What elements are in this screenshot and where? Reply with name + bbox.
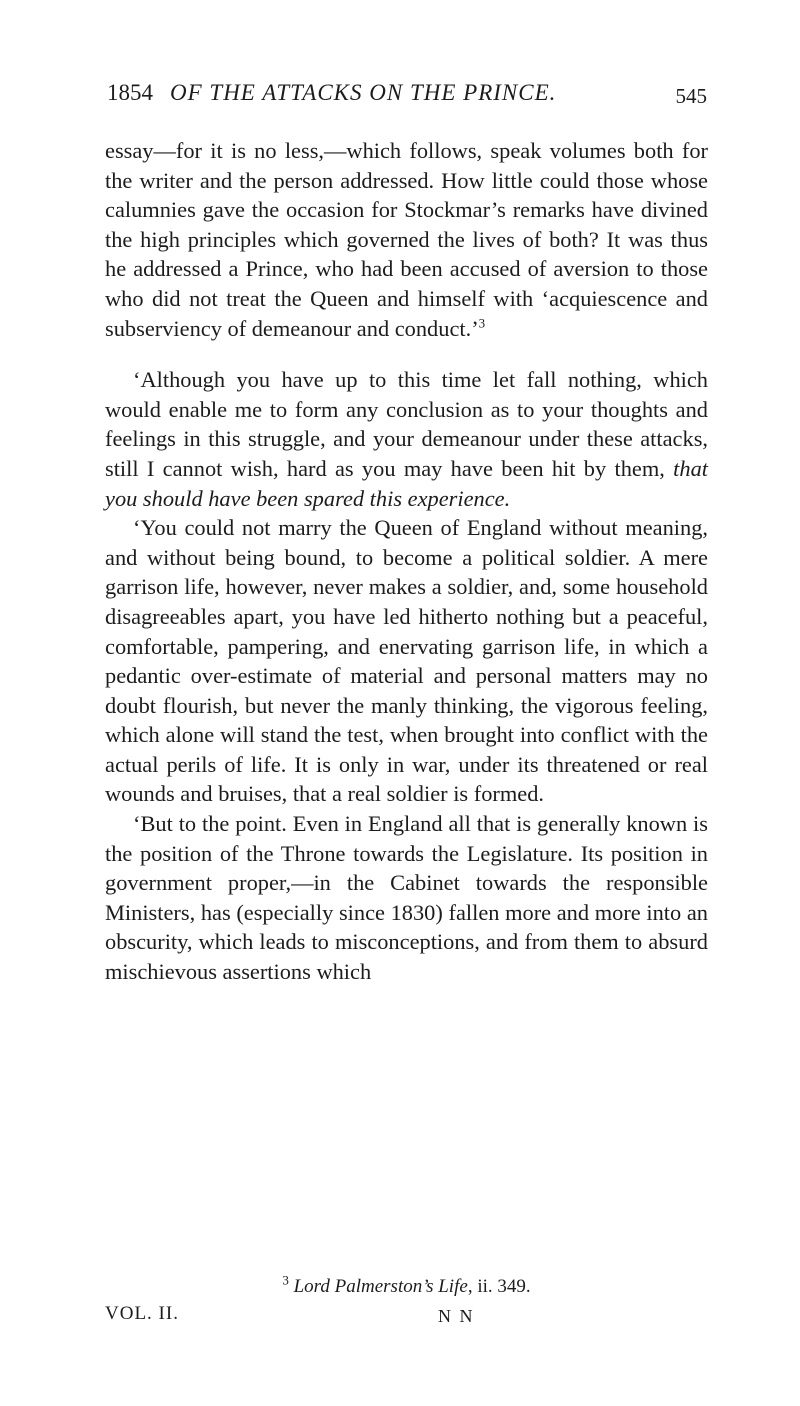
footnote-number: 3	[282, 1272, 289, 1288]
paragraph-text: essay—for it is no less,—which follows, speak volumes both for the writer and the person addressed. How little could those whose calumnies gave the occasion for Stockmar’s remarks have divined the high principles which governed the lives of both? It was thus he addressed a Prince, who had been accused of aversion to those who did not treat the Queen and himself with ‘acquiescence and subserviency of demeanour and conduct.’	[105, 138, 708, 341]
footnote-ref: 3	[478, 315, 486, 331]
volume-label: VOL. II.	[105, 1303, 179, 1324]
running-title: OF THE ATTACKS ON THE PRINCE.	[170, 80, 557, 105]
footnote-ref-text: , ii. 349.	[467, 1276, 531, 1297]
signature-mark: N N	[438, 1306, 475, 1326]
running-header	[107, 80, 707, 120]
paragraph	[105, 365, 708, 513]
paragraph-text: ‘Although you have up to this time let fall nothing, which would enable me to form any conclusion as to your thoughts and feelings in this struggle, and your demeanour under these attacks, still I cannot wish, hard as you may have been hit by them,	[105, 367, 708, 481]
paragraph	[105, 513, 708, 809]
footnote-title: Lord Palmerston’s Life	[293, 1276, 468, 1297]
italic-emphasis: that you should have been spared this experience.	[105, 455, 708, 511]
header-year: 1854	[107, 80, 153, 105]
paragraph-text: ‘You could not marry the Queen of England without meaning, and without being bound, to become a political soldier. A mere garrison life, however, never makes a soldier, and, some household disagreeables apart, you have led hitherto nothing but a peaceful, comfortable, pampering, and enervating garrison life, in which a pedantic over-estimate of material and personal matters may no doubt flourish, but never the manly thinking, the vigorous feeling, which alone will stand the test, when brought into conflict with the actual perils of life. It is only in war, under its threatened or real wounds and bruises, that a real soldier is formed.	[105, 515, 708, 807]
paragraph	[105, 136, 708, 343]
paragraph-text: ‘But to the point. Even in England all that is generally known is the position of the Throne towards the Legislature. Its position in government proper,—in the Cabinet towards the responsible Ministers, has (especially since 1830) fallen more and more into an obscurity, which leads to misconceptions, and from them to absurd mischievous assertions which	[105, 811, 708, 985]
paragraph	[105, 809, 708, 987]
footnote	[105, 1272, 708, 1298]
page-number: 545	[675, 84, 707, 108]
body-text	[105, 136, 708, 987]
